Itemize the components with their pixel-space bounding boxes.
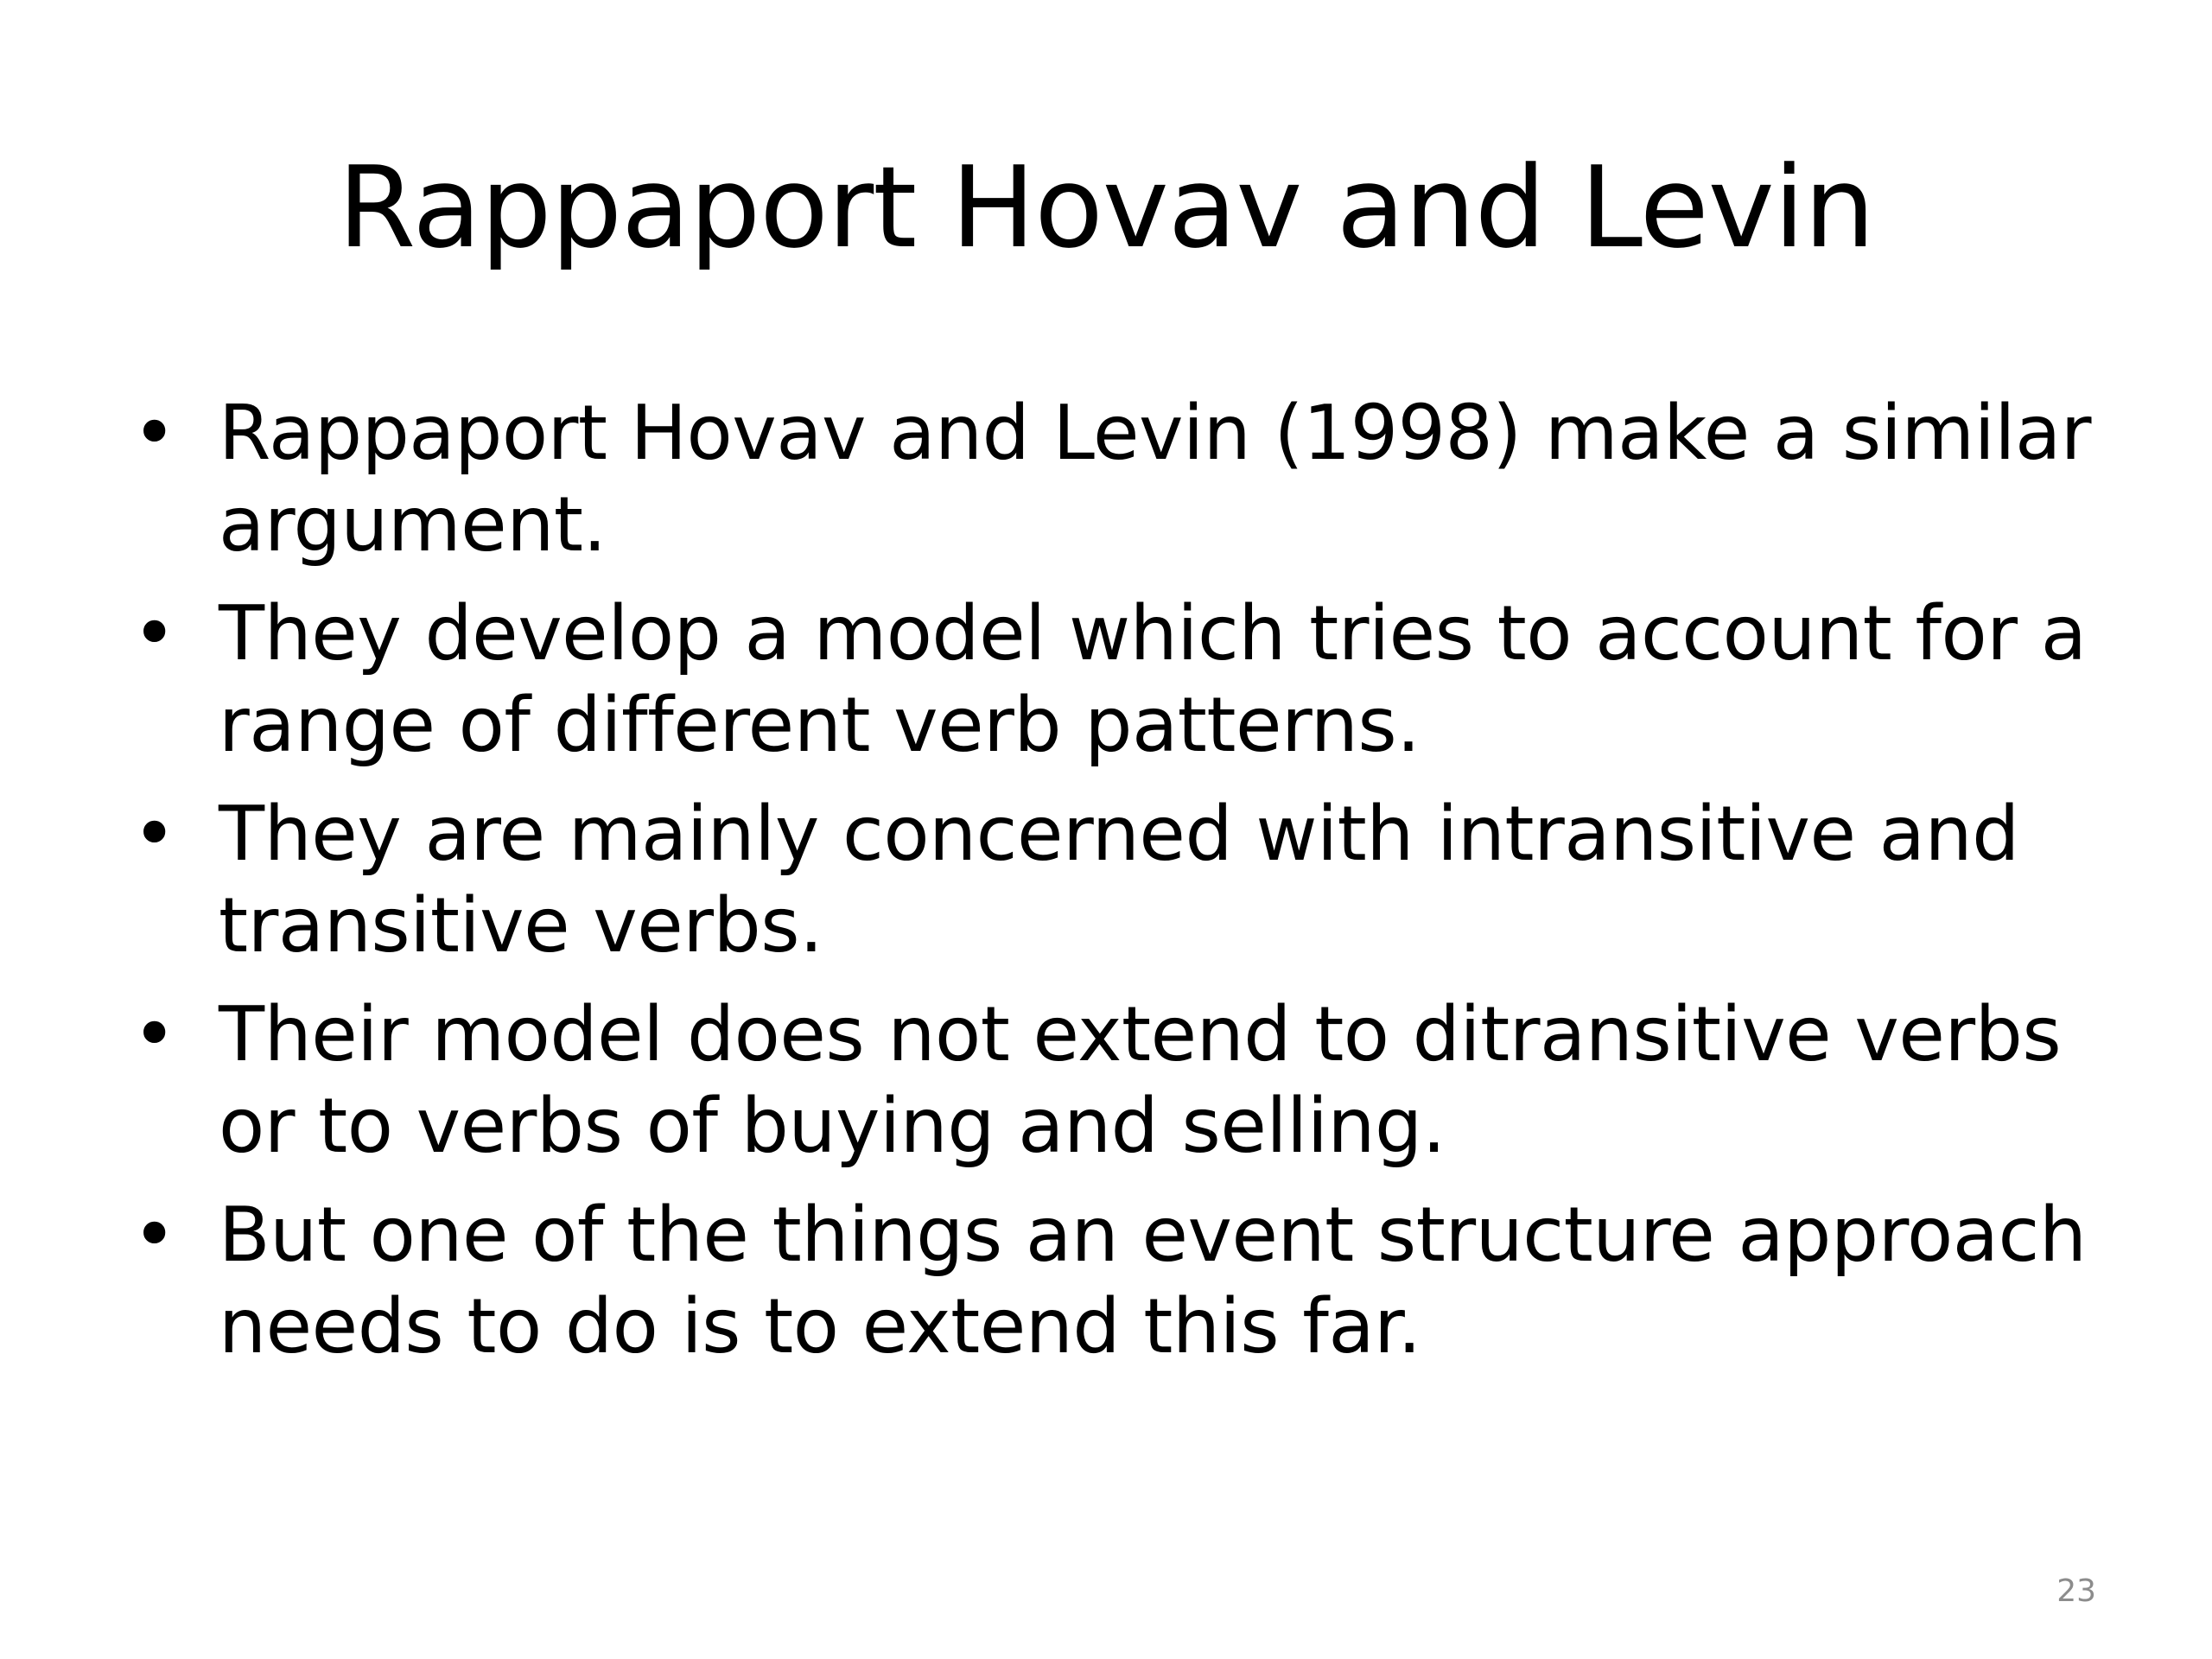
bullet-text: They develop a model which tries to account for a range of different verb patterns.	[219, 589, 2087, 769]
bullet-item	[125, 588, 2113, 771]
bullet-item	[125, 788, 2113, 971]
bullet-text: Rappaport Hovav and Levin (1998) make a similar argument.	[219, 389, 2092, 569]
bullet-marker: •	[132, 990, 176, 1078]
bullet-marker: •	[132, 790, 176, 878]
bullet-item	[125, 988, 2113, 1172]
bullet-text: Their model does not extend to ditransitive verbs or to verbs of buying and selling.	[219, 990, 2062, 1170]
bullet-list	[125, 387, 2113, 1389]
slide-title: Rappaport Hovav and Levin	[337, 142, 1875, 273]
bullet-item	[125, 1189, 2113, 1372]
bullet-item	[125, 387, 2113, 570]
bullet-marker: •	[132, 589, 176, 677]
bullet-marker: •	[132, 1191, 176, 1279]
slide-number: 23	[2056, 1573, 2096, 1609]
bullet-text: They are mainly concerned with intransitive and transitive verbs.	[219, 790, 2019, 969]
bullet-marker: •	[132, 389, 176, 477]
bullet-text: But one of the things an event structure approach needs to do is to extend this far.	[219, 1191, 2087, 1370]
